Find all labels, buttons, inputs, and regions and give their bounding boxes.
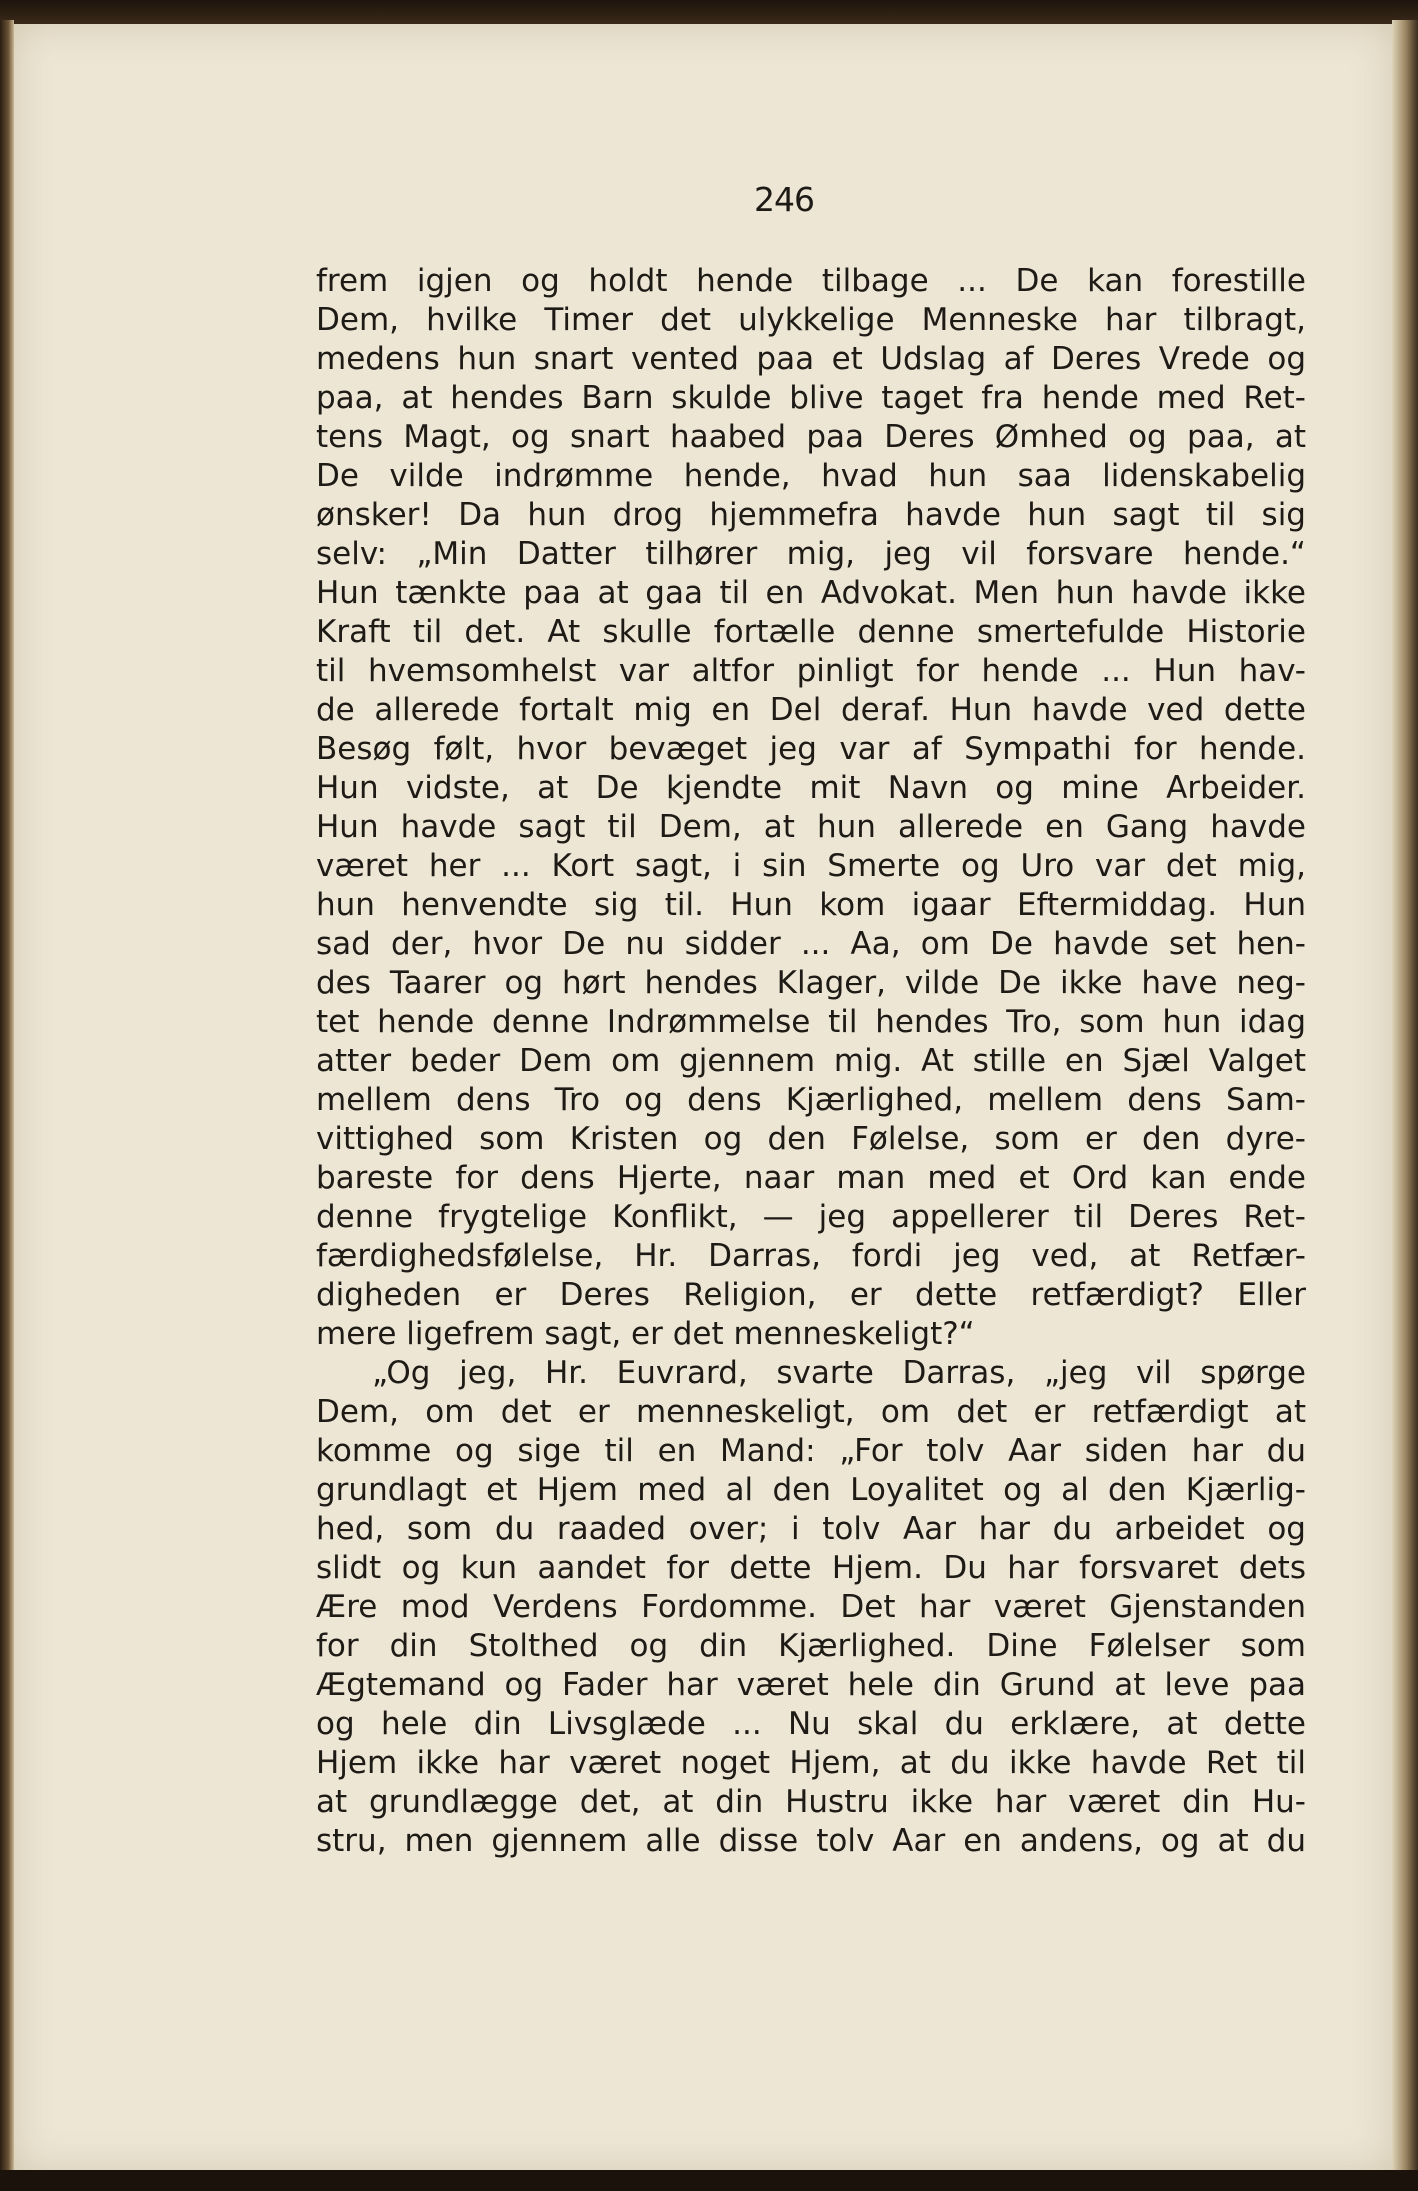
text-line: hun henvendte sig til. Hun kom igaar Eftermiddag. Hun (316, 887, 1306, 923)
scan-top-edge (0, 0, 1418, 26)
text-line: medens hun snart vented paa et Udslag af Deres Vrede og (316, 341, 1306, 377)
text-line: Hun tænkte paa at gaa til en Advokat. Men hun havde ikke (316, 575, 1306, 611)
text-line: at grundlægge det, at din Hustru ikke har været din Hu- (316, 1784, 1306, 1820)
text-line: Kraft til det. At skulle fortælle denne smertefulde Historie (316, 614, 1306, 650)
text-line: og hele din Livsglæde ... Nu skal du erklære, at dette (316, 1706, 1306, 1742)
body-text (316, 262, 1306, 1861)
text-line: til hvemsomhelst var altfor pinligt for hende ... Hun hav- (316, 653, 1306, 689)
text-line: færdighedsfølelse, Hr. Darras, fordi jeg ved, at Retfær- (316, 1238, 1306, 1274)
text-line: de allerede fortalt mig en Del deraf. Hun havde ved dette (316, 692, 1306, 728)
text-line: vittighed som Kristen og den Følelse, som er den dyre- (316, 1121, 1306, 1157)
text-line: digheden er Deres Religion, er dette retfærdigt? Eller (316, 1277, 1306, 1313)
book-page (14, 24, 1392, 2172)
text-line: Dem, hvilke Timer det ulykkelige Menneske har tilbragt, (316, 302, 1306, 338)
text-line: „Og jeg, Hr. Euvrard, svarte Darras, „jeg vil spørge (372, 1355, 1306, 1391)
page-number: 246 (754, 180, 814, 219)
text-line: Hun vidste, at De kjendte mit Navn og mine Arbeider. (316, 770, 1306, 806)
text-line: Hjem ikke har været noget Hjem, at du ikke havde Ret til (316, 1745, 1306, 1781)
text-line: komme og sige til en Mand: „For tolv Aar siden har du (316, 1433, 1306, 1469)
text-line: selv: „Min Datter tilhører mig, jeg vil forsvare hende.“ (316, 536, 1306, 572)
text-line: hed, som du raaded over; i tolv Aar har du arbeidet og (316, 1511, 1306, 1547)
text-line: mere ligefrem sagt, er det menneskeligt?“ (316, 1316, 975, 1352)
text-line: stru, men gjennem alle disse tolv Aar en andens, og at du (316, 1823, 1306, 1859)
text-line: Hun havde sagt til Dem, at hun allerede en Gang havde (316, 809, 1306, 845)
text-line: været her ... Kort sagt, i sin Smerte og Uro var det mig, (316, 848, 1306, 884)
text-line: denne frygtelige Konflikt, — jeg appellerer til Deres Ret- (316, 1199, 1306, 1235)
text-line: for din Stolthed og din Kjærlighed. Dine Følelser som (316, 1628, 1306, 1664)
text-line: bareste for dens Hjerte, naar man med et Ord kan ende (316, 1160, 1306, 1196)
text-line: atter beder Dem om gjennem mig. At stille en Sjæl Valget (316, 1043, 1306, 1079)
text-line: Ægtemand og Fader har været hele din Grund at leve paa (316, 1667, 1306, 1703)
text-line: des Taarer og hørt hendes Klager, vilde De ikke have neg- (316, 965, 1306, 1001)
book-binding-edge (0, 20, 14, 2180)
text-line: frem igjen og holdt hende tilbage ... De kan forestille (316, 263, 1306, 299)
text-line: grundlagt et Hjem med al den Loyalitet og al den Kjærlig- (316, 1472, 1306, 1508)
text-line: paa, at hendes Barn skulde blive taget fra hende med Ret- (316, 380, 1306, 416)
page-right-edge (1392, 20, 1418, 2180)
scan-bottom-edge (0, 2170, 1418, 2191)
text-line: tens Magt, og snart haabed paa Deres Ømhed og paa, at (316, 419, 1306, 455)
text-line: Ære mod Verdens Fordomme. Det har været Gjenstanden (316, 1589, 1306, 1625)
text-line: tet hende denne Indrømmelse til hendes Tro, som hun idag (316, 1004, 1306, 1040)
text-line: ønsker! Da hun drog hjemmefra havde hun sagt til sig (316, 497, 1306, 533)
text-line: sad der, hvor De nu sidder ... Aa, om De havde set hen- (316, 926, 1306, 962)
text-line: slidt og kun aandet for dette Hjem. Du har forsvaret dets (316, 1550, 1306, 1586)
text-line: Besøg følt, hvor bevæget jeg var af Sympathi for hende. (316, 731, 1306, 767)
text-line: Dem, om det er menneskeligt, om det er retfærdigt at (316, 1394, 1306, 1430)
text-line: mellem dens Tro og dens Kjærlighed, mellem dens Sam- (316, 1082, 1306, 1118)
text-line: De vilde indrømme hende, hvad hun saa lidenskabelig (316, 458, 1306, 494)
